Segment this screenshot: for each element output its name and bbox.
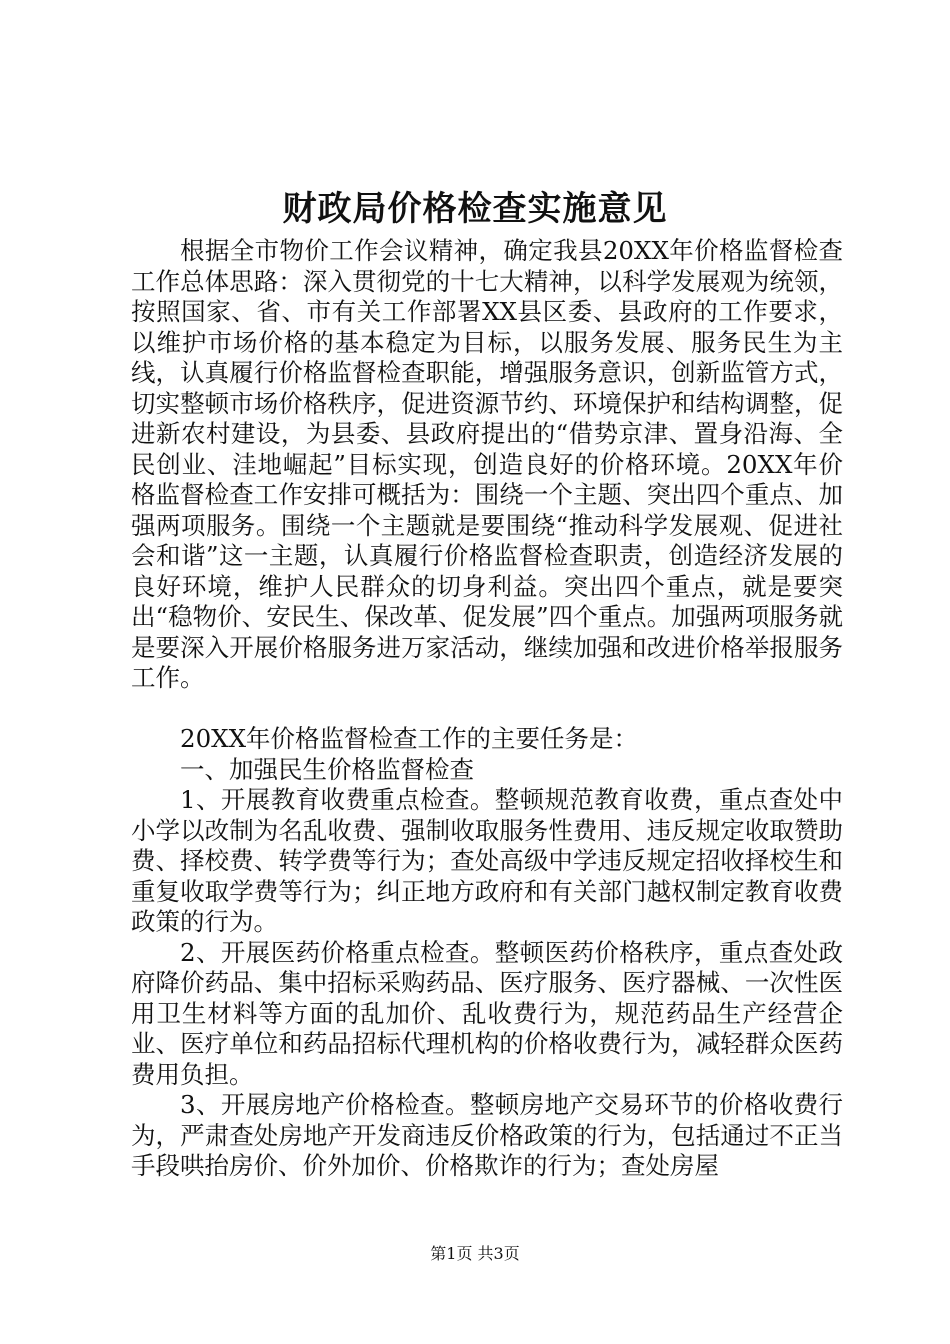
paragraph-item-1: 1、开展教育收费重点检查。整顿规范教育收费，重点查处中小学以改制为名乱收费、强制收取服务性费用、违反规定收取赞助费、择校费、转学费等行为；查处高级中学违反规定招收择校生和重复收取学费等行为；纠正地方政府和有关部门越权制定教育收费政策的行为。 [131,785,843,936]
paragraph-item-2: 2、开展医药价格重点检查。整顿医药价格秩序，重点查处政府降价药品、集中招标采购药品、医疗服务、医疗器械、一次性医用卫生材料等方面的乱加价、乱收费行为，规范药品生产经营企业、医疗单位和药品招标代理机构的价格收费行为，减轻群众医药费用负担。 [131,937,843,1089]
paragraph-intro: 根据全市物价工作会议精神，确定我县20XX年价格监督检查工作总体思路：深入贯彻党的十七大精神，以科学发展观为统领，按照国家、省、市有关工作部署XX县区委、县政府的工作要求，以维护市场价格的基本稳定为目标，以服务发展、服务民生为主线，认真履行价格监督检查职能，增强服务意识，创新监管方式，切实整顿市场价格秩序，促进资源节约、环境保护和结构调整，促进新农村建设，为县委、县政府提出的“借势京津、置身沿海、全民创业、洼地崛起”目标实现，创造良好的价格环境。20XX年价格监督检查工作安排可概括为：围绕一个主题、突出四个重点、加强两项服务。围绕一个主题就是要围绕“推动科学发展观、促进社会和谐”这一主题，认真履行价格监督检查职责，创造经济发展的良好环境，维护人民群众的切身利益。突出四个重点，就是要突出“稳物价、安民生、保改革、促发展”四个重点。加强两项服务就是要深入开展价格服务进万家活动，继续加强和改进价格举报服务工作。 [131,236,843,692]
paragraph-item-3: 3、开展房地产价格检查。整顿房地产交易环节的价格收费行为，严肃查处房地产开发商违反价格政策的行为，包括通过不正当手段哄抬房价、价外加价、价格欺诈的行为；查处房屋 [131,1090,843,1180]
section-heading-1: 一、加强民生价格监督检查 [180,754,474,784]
document-title: 财政局价格检查实施意见 [282,189,668,229]
document-body [131,236,843,1182]
page-number: 第1页 共3页 [430,1244,520,1263]
paragraph-main-tasks: 20XX年价格监督检查工作的主要任务是： [180,724,639,753]
